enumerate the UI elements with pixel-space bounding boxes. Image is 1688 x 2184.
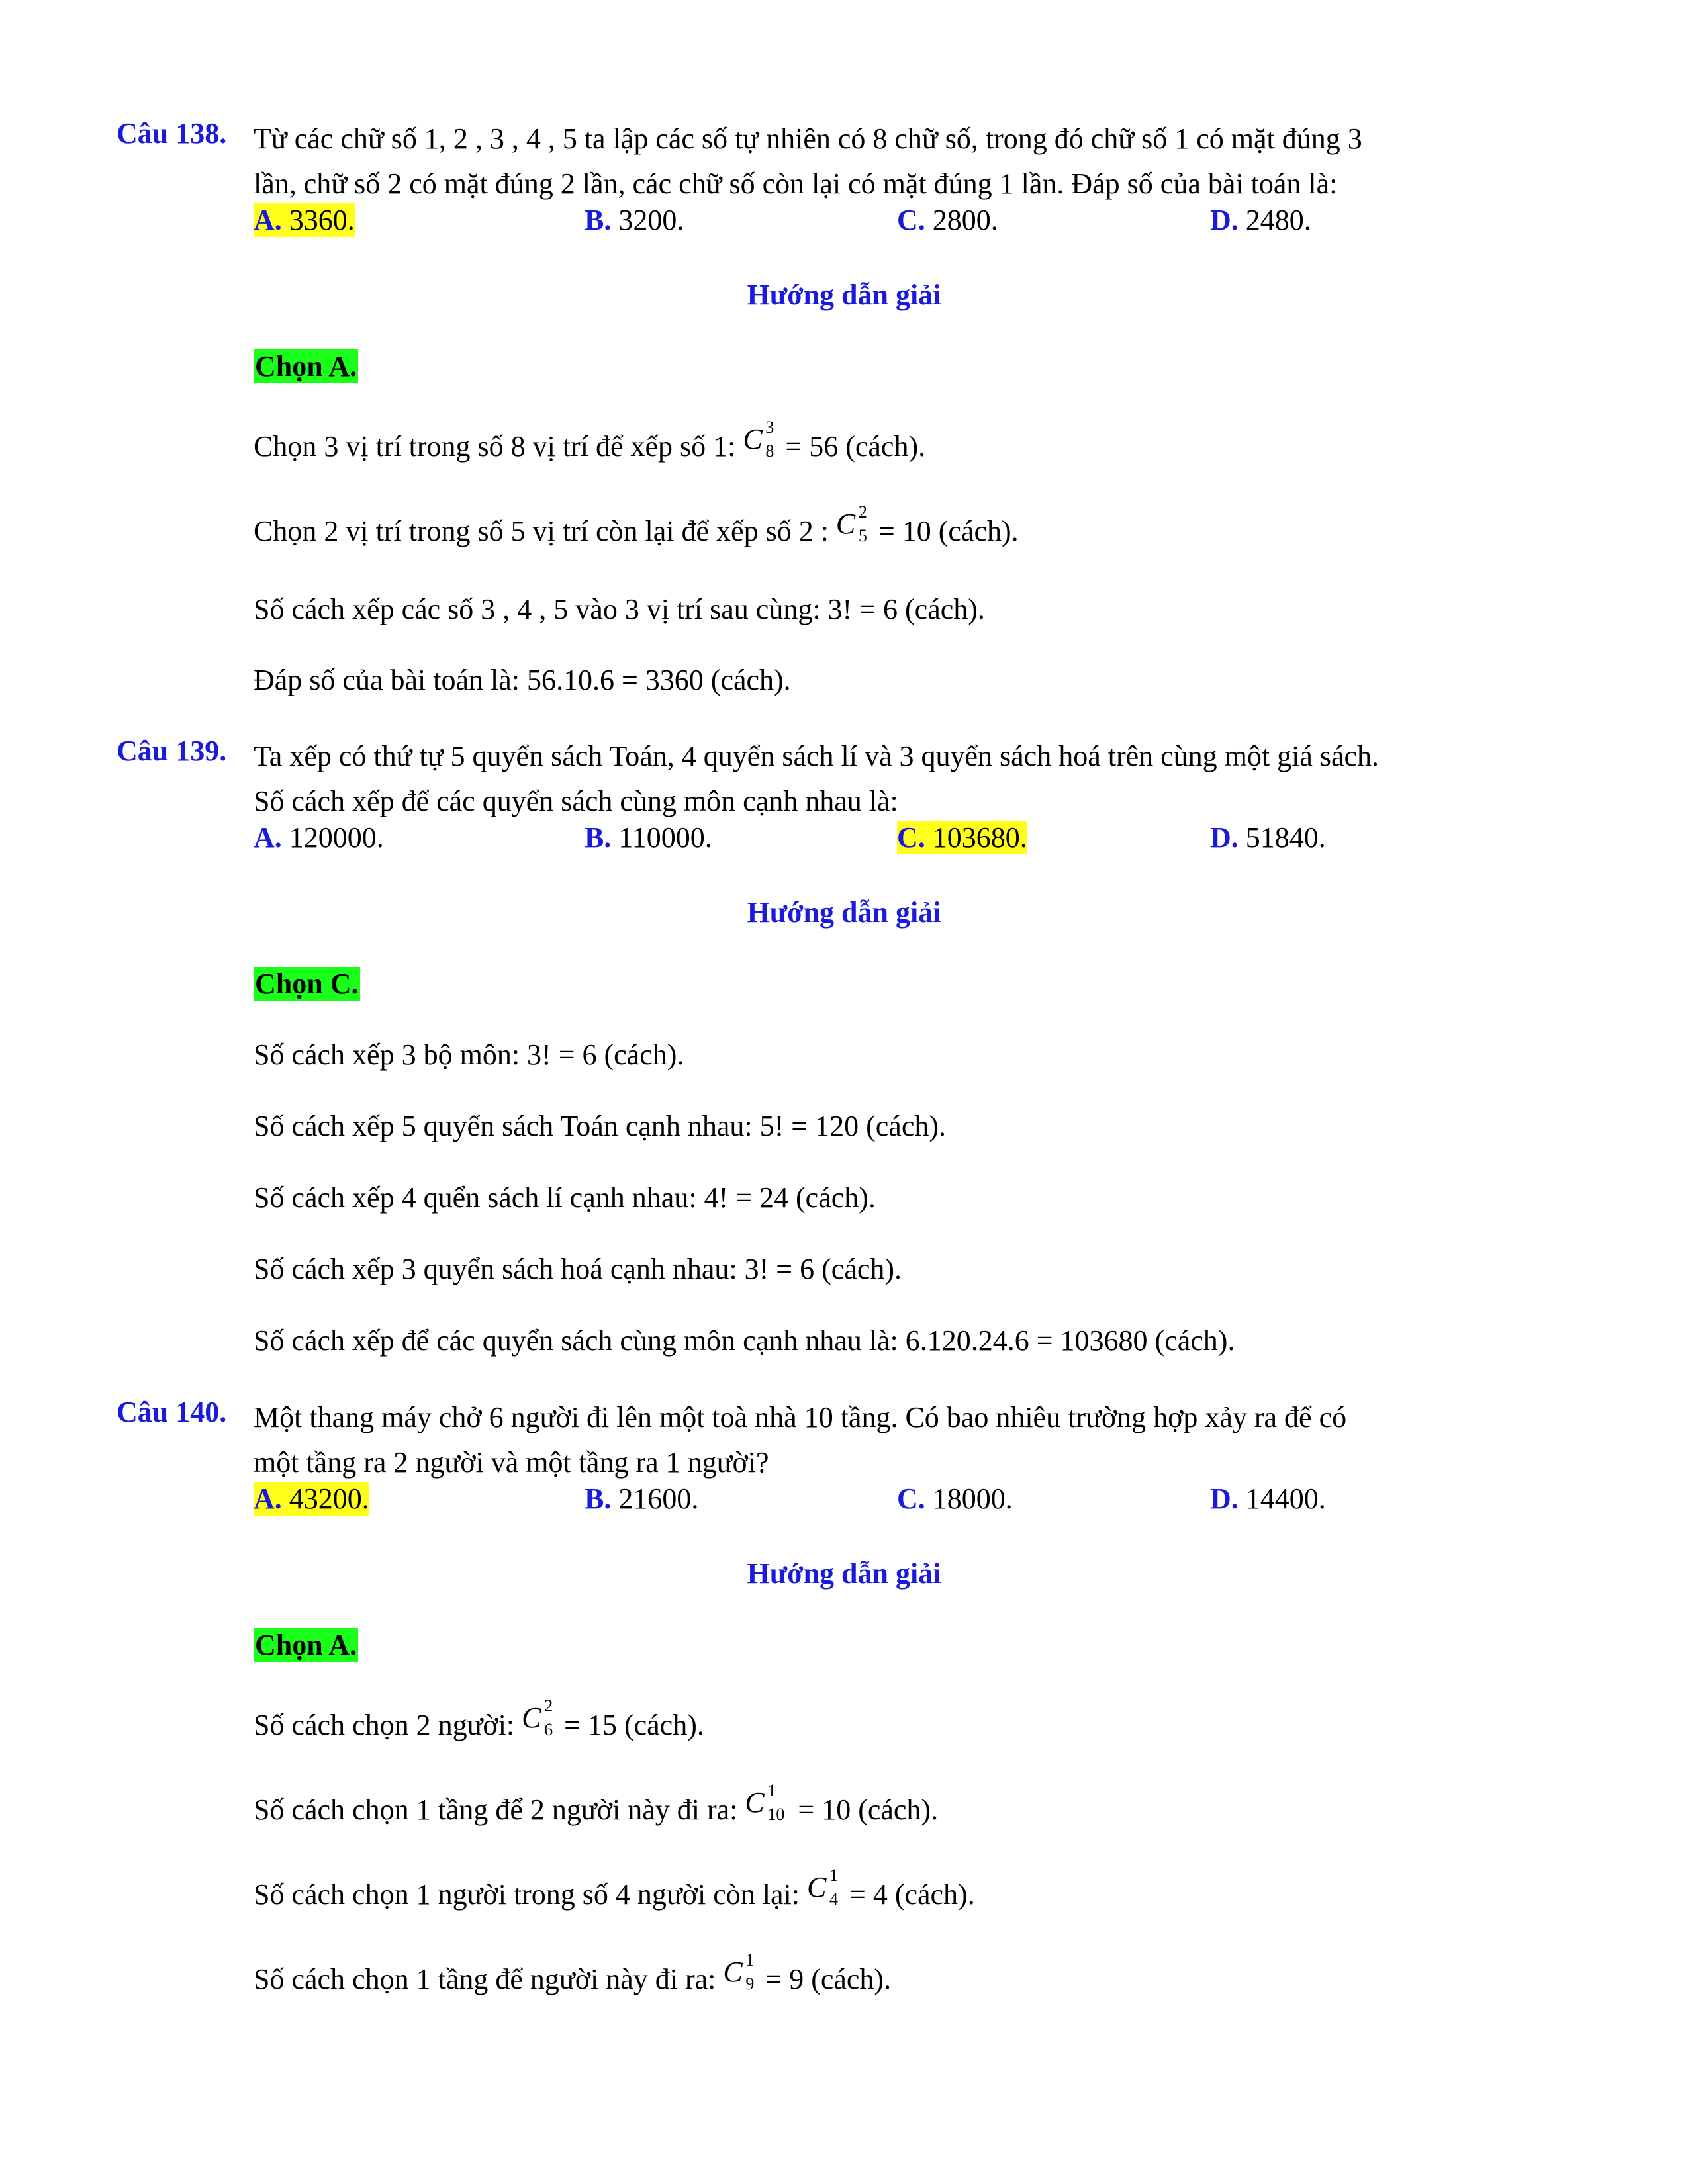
option-c[interactable]: C. 2800. (897, 204, 998, 236)
solution-step: Số cách chọn 1 tầng để 2 người này đi ra: C 1 10 = 10 (cách). (254, 1781, 939, 1826)
option-d[interactable]: D. 2480. (1210, 204, 1311, 236)
option-d[interactable]: D. 51840. (1210, 821, 1326, 854)
solution-heading: Hướng dẫn giải (747, 1557, 941, 1590)
option-c[interactable]: C. 18000. (897, 1482, 1013, 1515)
option-b[interactable]: B. 110000. (585, 821, 712, 854)
option-a[interactable]: A. 120000. (254, 821, 384, 854)
combination-expr: C 1 4 (807, 1866, 838, 1909)
solution-step: Số cách chọn 1 người trong số 4 người còn lại: C 1 4 = 4 (cách). (254, 1866, 975, 1911)
question-label: Câu 139. (117, 735, 227, 767)
combination-expr: C 2 6 (522, 1696, 553, 1739)
question-label: Câu 140. (117, 1396, 227, 1428)
question-text (254, 1395, 1568, 1485)
solution-step: Số cách xếp 4 quển sách lí cạnh nhau: 4! = 24 (cách). (254, 1181, 876, 1214)
solution-step: Số cách xếp để các quyển sách cùng môn cạnh nhau là: 6.120.24.6 = 103680 (cách). (254, 1324, 1235, 1357)
question-line: lần, chữ số 2 có mặt đúng 2 lần, các chữ số còn lại có mặt đúng 1 lần. Đáp số của bài toán là: (254, 167, 1338, 200)
question-line: Số cách xếp để các quyển sách cùng môn cạnh nhau là: (254, 785, 898, 817)
solution-step: Chọn 3 vị trí trong số 8 vị trí để xếp số 1: C 3 8 = 56 (cách). (254, 418, 926, 463)
options-138 (254, 203, 1511, 243)
solution-heading: Hướng dẫn giải (747, 279, 941, 311)
question-text (254, 116, 1568, 206)
solution-step: Số cách xếp 3 quyển sách hoá cạnh nhau: 3! = 6 (cách). (254, 1253, 902, 1285)
question-label: Câu 138. (117, 117, 227, 150)
options-140 (254, 1482, 1511, 1522)
solution-step: Đáp số của bài toán là: 56.10.6 = 3360 (cách). (254, 664, 791, 696)
question-line: Từ các chữ số 1, 2 , 3 , 4 , 5 ta lập các số tự nhiên có 8 chữ số, trong đó chữ số 1 có mặt đúng 3 (254, 122, 1362, 155)
solution-step: Số cách chọn 2 người: C 2 6 = 15 (cách). (254, 1696, 704, 1741)
question-line: Một thang máy chở 6 người đi lên một toà nhà 10 tầng. Có bao nhiêu trường hợp xảy ra để có (254, 1401, 1347, 1433)
option-b[interactable]: B. 3200. (585, 204, 684, 236)
option-b[interactable]: B. 21600. (585, 1482, 699, 1515)
option-d[interactable]: D. 14400. (1210, 1482, 1326, 1515)
solution-heading: Hướng dẫn giải (747, 896, 941, 929)
option-a[interactable]: A. 43200. (254, 1482, 369, 1515)
combination-expr: C 3 8 (743, 418, 774, 461)
solution-step: Số cách xếp 3 bộ môn: 3! = 6 (cách). (254, 1038, 684, 1071)
option-c[interactable]: C. 103680. (897, 821, 1027, 854)
question-text (254, 734, 1568, 824)
question-line: một tầng ra 2 người và một tầng ra 1 người? (254, 1446, 769, 1479)
option-a[interactable]: A. 3360. (254, 204, 355, 236)
answer-choice: Chọn A. (255, 350, 357, 383)
answer-choice: Chọn C. (255, 968, 359, 1000)
combination-expr: C 1 10 (745, 1781, 785, 1824)
combination-expr: C 1 9 (723, 1950, 755, 1993)
answer-choice: Chọn A. (255, 1629, 357, 1661)
solution-step: Số cách xếp 5 quyển sách Toán cạnh nhau: 5! = 120 (cách). (254, 1110, 947, 1142)
options-139 (254, 821, 1511, 860)
solution-step: Chọn 2 vị trí trong số 5 vị trí còn lại để xếp số 2 : C 2 5 = 10 (cách). (254, 502, 1019, 547)
question-line: Ta xếp có thứ tự 5 quyển sách Toán, 4 quyển sách lí và 3 quyển sách hoá trên cùng một giá sách. (254, 740, 1380, 772)
solution-step: Số cách xếp các số 3 , 4 , 5 vào 3 vị trí sau cùng: 3! = 6 (cách). (254, 593, 985, 625)
combination-expr: C 2 5 (835, 502, 867, 545)
solution-step: Số cách chọn 1 tầng để người này đi ra: C 1 9 = 9 (cách). (254, 1950, 892, 1995)
